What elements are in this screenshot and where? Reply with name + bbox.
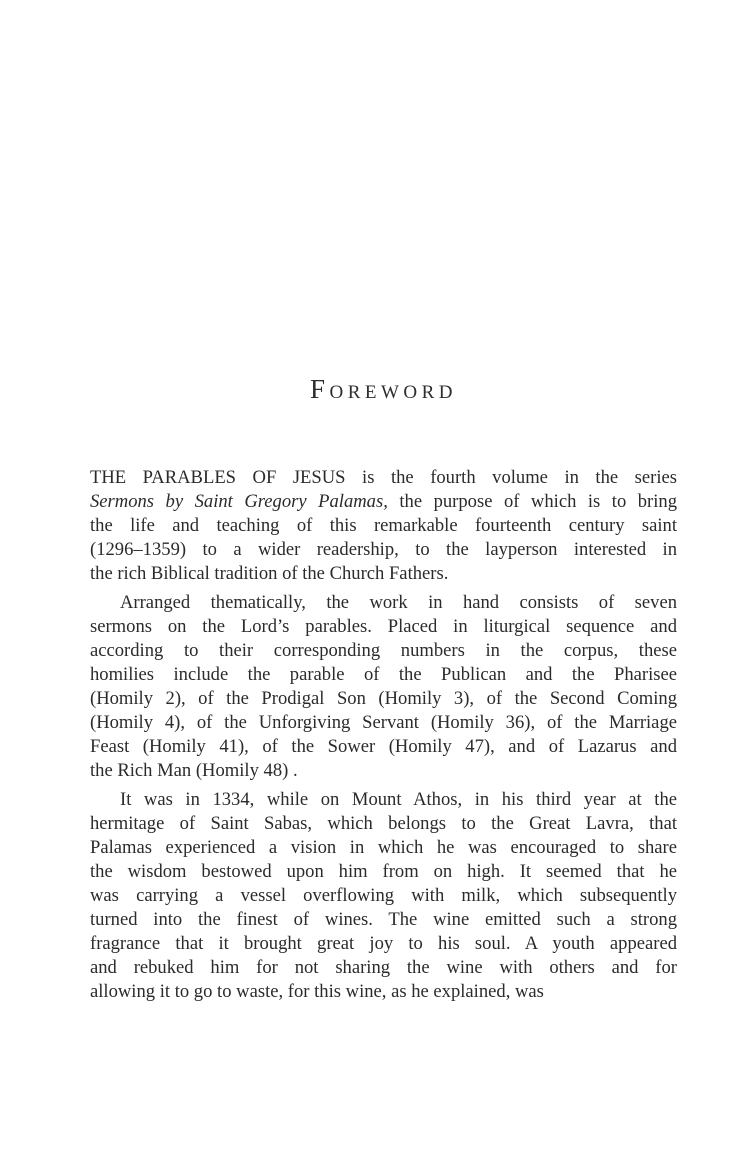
paragraph (90, 466, 677, 586)
text-line (90, 711, 677, 735)
text-line (90, 812, 677, 836)
text-segment: allowing it to go to waste, for this wine, as he explained, was (90, 981, 544, 1002)
text-line (90, 836, 677, 860)
text-segment: the rich Biblical tradition of the Church Fathers. (90, 563, 449, 584)
paragraph (90, 591, 677, 783)
text-line (90, 538, 677, 562)
text-line (90, 639, 677, 663)
text-line (90, 788, 677, 812)
text-line (90, 490, 677, 514)
text-segment: hermitage of Saint Sabas, which belongs to the Great Lavra, that (90, 813, 677, 834)
body-text (90, 466, 677, 1004)
text-line (90, 663, 677, 687)
text-segment: (Homily 2), of the Prodigal Son (Homily 3), of the Second Coming (90, 688, 677, 709)
text-segment: the life and teaching of this remarkable fourteenth century saint (90, 515, 677, 536)
text-segment: (Homily 4), of the Unforgiving Servant (Homily 36), of the Marriage (90, 712, 677, 733)
text-line (90, 884, 677, 908)
text-line (90, 956, 677, 980)
text-segment: fragrance that it brought great joy to his soul. A youth appeared (90, 933, 677, 954)
text-line (90, 687, 677, 711)
text-line (90, 735, 677, 759)
text-line (90, 615, 677, 639)
text-segment: It was in 1334, while on Mount Athos, in his third year at the (120, 789, 677, 810)
text-segment: (1296–1359) to a wider readership, to the layperson interested in (90, 539, 677, 560)
text-segment: according to their corresponding numbers in the corpus, these (90, 640, 677, 661)
text-line (90, 860, 677, 884)
text-line (90, 932, 677, 956)
text-line (90, 908, 677, 932)
text-line (90, 466, 677, 490)
text-line (90, 759, 677, 783)
text-line (90, 562, 677, 586)
text-segment: Palamas experienced a vision in which he was encouraged to share (90, 837, 677, 858)
text-line (90, 980, 677, 1004)
text-segment: turned into the finest of wines. The wine emitted such a strong (90, 909, 677, 930)
text-segment: homilies include the parable of the Publican and the Pharisee (90, 664, 677, 685)
text-line (90, 591, 677, 615)
text-segment: and rebuked him for not sharing the wine with others and for (90, 957, 677, 978)
text-segment: Arranged thematically, the work in hand consists of seven (120, 592, 677, 613)
page-title: Foreword (309, 374, 458, 404)
text-segment: Feast (Homily 41), of the Sower (Homily 47), and of Lazarus and (90, 736, 677, 757)
paragraph (90, 788, 677, 1004)
text-segment: the purpose of which is to bring (387, 491, 677, 512)
text-segment: was carrying a vessel overflowing with milk, which subsequently (90, 885, 677, 906)
text-segment: the Rich Man (Homily 48) . (90, 760, 298, 781)
text-segment: THE PARABLES OF JESUS is the fourth volume in the series (90, 467, 677, 488)
text-segment: the wisdom bestowed upon him from on high. It seemed that he (90, 861, 677, 882)
text-segment: sermons on the Lord’s parables. Placed in liturgical sequence and (90, 616, 677, 637)
text-line (90, 514, 677, 538)
series-title-italic: Sermons by Saint Gregory Palamas, (90, 491, 388, 512)
